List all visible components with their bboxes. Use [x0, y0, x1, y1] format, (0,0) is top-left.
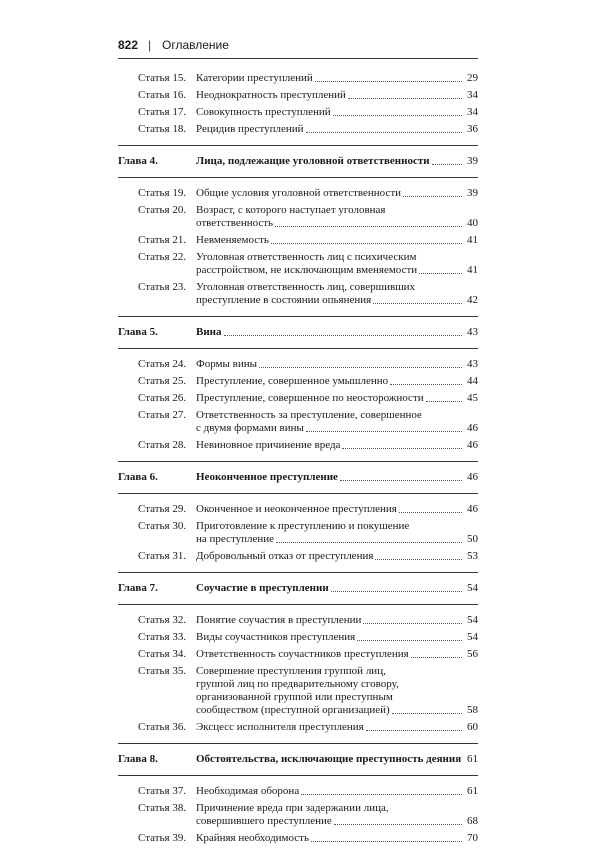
article-label: Статья 33.: [138, 631, 187, 643]
article-label: Статья 32.: [138, 614, 187, 626]
entry-title-line: расстройством, не исключающим вменяемости: [196, 264, 464, 277]
page-reference: 46: [467, 503, 478, 515]
toc-article-entry[interactable]: [118, 832, 478, 845]
chapter-label: Глава 5.: [118, 326, 158, 338]
toc-article-entry[interactable]: [118, 204, 478, 230]
chapter-label: Глава 6.: [118, 471, 158, 483]
toc-article-entry[interactable]: [118, 631, 478, 644]
dot-leader: [348, 98, 462, 99]
toc-chapter-entry[interactable]: [118, 753, 478, 766]
entry-title-line: Лица, подлежащие уголовной ответственности: [196, 155, 464, 168]
toc-article-entry[interactable]: [118, 409, 478, 435]
page-reference: 45: [467, 392, 478, 404]
entry-title-line: Рецидив преступлений: [196, 123, 464, 136]
page-reference: 46: [467, 422, 478, 434]
dot-leader: [334, 824, 462, 825]
entry-title-line: Приготовление к преступлению и покушение: [196, 520, 410, 532]
page-reference: 36: [467, 123, 478, 135]
page-reference: 39: [467, 155, 478, 167]
page-reference: 58: [467, 704, 478, 716]
entry-title-line: Неоконченное преступление: [196, 471, 464, 484]
toc-chapter-entry[interactable]: [118, 582, 478, 595]
toc-article-entry[interactable]: [118, 802, 478, 828]
entry-title-line: на преступление: [196, 533, 464, 546]
entry-title-line: Формы вины: [196, 358, 464, 371]
dot-leader: [363, 623, 462, 624]
entry-title-line: Общие условия уголовной ответственности: [196, 187, 464, 200]
dot-leader: [375, 559, 462, 560]
entry-title-line: Преступление, совершенное по неосторожности: [196, 392, 464, 405]
article-label: Статья 23.: [138, 281, 187, 293]
entry-title-line: преступление в состоянии опьянения: [196, 294, 464, 307]
entry-title-line: организованной группой или преступным: [196, 691, 393, 703]
entry-title-line: Добровольный отказ от преступления: [196, 550, 464, 563]
page-reference: 61: [467, 785, 478, 797]
article-label: Статья 18.: [138, 123, 187, 135]
dot-leader: [275, 226, 462, 227]
dot-leader: [399, 512, 462, 513]
dot-leader: [340, 480, 462, 481]
entry-title-line: ответственность: [196, 217, 464, 230]
toc-article-entry[interactable]: [118, 123, 478, 136]
article-label: Статья 25.: [138, 375, 187, 387]
chapter-label: Глава 4.: [118, 155, 158, 167]
dot-leader: [342, 448, 462, 449]
entry-title-line: Виды соучастников преступления: [196, 631, 464, 644]
article-label: Статья 34.: [138, 648, 187, 660]
entry-title-line: Эксцесс исполнителя преступления: [196, 721, 464, 734]
table-of-contents: [118, 72, 478, 849]
dot-leader: [315, 81, 462, 82]
entry-title-line: Оконченное и неоконченное преступления: [196, 503, 464, 516]
entry-title-line: Совокупность преступлений: [196, 106, 464, 119]
entry-title-line: группой лиц по предварительному сговору,: [196, 678, 399, 690]
toc-chapter-entry[interactable]: [118, 471, 478, 484]
toc-article-entry[interactable]: [118, 785, 478, 798]
entry-title-line: Ответственность соучастников преступления: [196, 648, 464, 661]
section-divider: [118, 572, 478, 573]
entry-title-line: Понятие соучастия в преступлении: [196, 614, 464, 627]
page-reference: 41: [467, 234, 478, 246]
article-label: Статья 26.: [138, 392, 187, 404]
entry-title-line: Преступление, совершенное умышленно: [196, 375, 464, 388]
entry-title-line: Неоднократность преступлений: [196, 89, 464, 102]
article-label: Статья 24.: [138, 358, 187, 370]
entry-title-line: Уголовная ответственность лиц, совершивших: [196, 281, 416, 293]
toc-chapter-entry[interactable]: [118, 155, 478, 168]
page-number: 822: [118, 38, 139, 52]
page-reference: 61: [467, 753, 478, 765]
dot-leader: [403, 196, 462, 197]
dot-leader: [357, 640, 462, 641]
toc-article-entry[interactable]: [118, 614, 478, 627]
page-reference: 54: [467, 631, 478, 643]
page-reference: 50: [467, 533, 478, 545]
section-divider: [118, 145, 478, 146]
toc-article-entry[interactable]: [118, 187, 478, 200]
header-rule: [118, 58, 478, 59]
article-label: Статья 38.: [138, 802, 187, 814]
page-reference: 43: [467, 326, 478, 338]
toc-article-entry[interactable]: [118, 520, 478, 546]
entry-title-line: совершившего преступление: [196, 815, 464, 828]
dot-leader: [276, 542, 462, 543]
toc-article-entry[interactable]: [118, 550, 478, 563]
page-reference: 34: [467, 89, 478, 101]
toc-article-entry[interactable]: [118, 358, 478, 371]
toc-article-entry[interactable]: [118, 234, 478, 247]
toc-article-entry[interactable]: [118, 665, 478, 717]
toc-chapter-entry[interactable]: [118, 326, 478, 339]
dot-leader: [301, 794, 462, 795]
article-label: Статья 39.: [138, 832, 187, 844]
page-reference: 68: [467, 815, 478, 827]
dot-leader: [366, 730, 462, 731]
toc-article-entry[interactable]: [118, 721, 478, 734]
entry-title-line: сообществом (преступной организацией): [196, 704, 464, 717]
toc-article-entry[interactable]: [118, 439, 478, 452]
article-label: Статья 29.: [138, 503, 187, 515]
entry-title-line: Невиновное причинение вреда: [196, 439, 464, 452]
page-reference: 40: [467, 217, 478, 229]
page-reference: 53: [467, 550, 478, 562]
section-divider: [118, 348, 478, 349]
article-label: Статья 28.: [138, 439, 187, 451]
dot-leader: [271, 243, 462, 244]
entry-title-line: Крайняя необходимость: [196, 832, 464, 845]
entry-title-line: Категории преступлений: [196, 72, 464, 85]
entry-title-line: Уголовная ответственность лиц с психическим: [196, 251, 417, 263]
entry-title-line: Возраст, с которого наступает уголовная: [196, 204, 386, 216]
dot-leader: [259, 367, 462, 368]
dot-leader: [419, 273, 462, 274]
page-reference: 46: [467, 471, 478, 483]
article-label: Статья 19.: [138, 187, 187, 199]
dot-leader: [390, 384, 462, 385]
dot-leader: [432, 164, 462, 165]
chapter-label: Глава 7.: [118, 582, 158, 594]
dot-leader: [331, 591, 462, 592]
page-reference: 29: [467, 72, 478, 84]
page-reference: 43: [467, 358, 478, 370]
page-reference: 60: [467, 721, 478, 733]
page-reference: 56: [467, 648, 478, 660]
section-divider: [118, 743, 478, 744]
toc-article-entry[interactable]: [118, 281, 478, 307]
article-label: Статья 35.: [138, 665, 187, 677]
dot-leader: [224, 335, 462, 336]
article-label: Статья 37.: [138, 785, 187, 797]
dot-leader: [306, 132, 462, 133]
chapter-label: Глава 8.: [118, 753, 158, 765]
page-reference: 42: [467, 294, 478, 306]
article-label: Статья 36.: [138, 721, 187, 733]
entry-title-line: Вина: [196, 326, 464, 339]
article-label: Статья 21.: [138, 234, 187, 246]
entry-title-line: Необходимая оборона: [196, 785, 464, 798]
section-divider: [118, 604, 478, 605]
page-reference: 44: [467, 375, 478, 387]
toc-article-entry[interactable]: [118, 503, 478, 516]
section-divider: [118, 177, 478, 178]
header-separator: |: [148, 38, 152, 52]
page-reference: 34: [467, 106, 478, 118]
toc-article-entry[interactable]: [118, 375, 478, 388]
header-title: Оглавление: [162, 38, 229, 52]
running-header: [118, 38, 478, 58]
section-divider: [118, 316, 478, 317]
dot-leader: [411, 657, 462, 658]
article-label: Статья 20.: [138, 204, 187, 216]
section-divider: [118, 493, 478, 494]
toc-article-entry[interactable]: [118, 251, 478, 277]
toc-article-entry[interactable]: [118, 89, 478, 102]
page-reference: 54: [467, 582, 478, 594]
toc-article-entry[interactable]: [118, 72, 478, 85]
section-divider: [118, 461, 478, 462]
dot-leader: [333, 115, 462, 116]
article-label: Статья 31.: [138, 550, 187, 562]
entry-title-line: Обстоятельства, исключающие преступность деяния: [196, 753, 462, 765]
toc-article-entry[interactable]: [118, 106, 478, 119]
article-label: Статья 16.: [138, 89, 187, 101]
article-label: Статья 17.: [138, 106, 187, 118]
dot-leader: [306, 431, 462, 432]
article-label: Статья 15.: [138, 72, 187, 84]
entry-title-line: Причинение вреда при задержании лица,: [196, 802, 389, 814]
entry-title-line: Соучастие в преступлении: [196, 582, 464, 595]
page-reference: 41: [467, 264, 478, 276]
page-reference: 39: [467, 187, 478, 199]
entry-title-line: Невменяемость: [196, 234, 464, 247]
article-label: Статья 27.: [138, 409, 187, 421]
article-label: Статья 30.: [138, 520, 187, 532]
entry-title-line: Совершение преступления группой лиц,: [196, 665, 386, 677]
dot-leader: [392, 713, 462, 714]
toc-article-entry[interactable]: [118, 392, 478, 405]
dot-leader: [426, 401, 462, 402]
page-reference: 46: [467, 439, 478, 451]
entry-title-line: Ответственность за преступление, совершенное: [196, 409, 422, 421]
dot-leader: [373, 303, 462, 304]
dot-leader: [311, 841, 462, 842]
section-divider: [118, 775, 478, 776]
article-label: Статья 22.: [138, 251, 187, 263]
page-reference: 54: [467, 614, 478, 626]
entry-title-line: с двумя формами вины: [196, 422, 464, 435]
toc-article-entry[interactable]: [118, 648, 478, 661]
page-reference: 70: [467, 832, 478, 844]
